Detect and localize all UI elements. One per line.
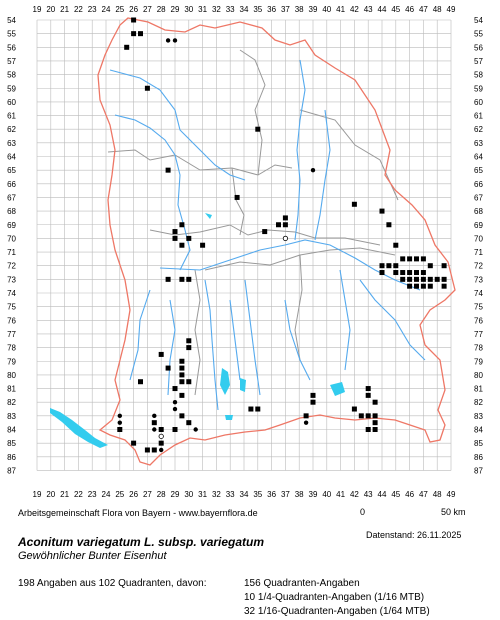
row-label: 66 <box>7 179 16 189</box>
scale-zero-label: 0 <box>360 507 366 517</box>
sub-quadrant-dot <box>118 414 122 418</box>
open-dot-marker <box>283 236 287 240</box>
row-label: 67 <box>474 193 483 203</box>
row-label: 85 <box>474 439 483 449</box>
row-label: 68 <box>7 207 16 217</box>
quadrant-marker <box>304 413 309 418</box>
open-dot-marker <box>159 434 163 438</box>
quadrant-marker <box>366 386 371 391</box>
quadrant-marker <box>414 256 419 261</box>
column-label: 23 <box>87 490 97 499</box>
quadrant-marker <box>400 270 405 275</box>
column-label: 44 <box>377 5 387 14</box>
column-label: 34 <box>239 5 249 14</box>
quadrant-marker <box>428 263 433 268</box>
column-label: 32 <box>211 490 221 499</box>
quadrant-marker <box>159 352 164 357</box>
column-label: 48 <box>432 5 442 14</box>
column-label: 49 <box>446 5 456 14</box>
row-label: 76 <box>474 316 483 326</box>
row-label: 80 <box>7 370 16 380</box>
row-label: 65 <box>7 166 16 176</box>
quadrant-marker <box>124 45 129 50</box>
column-label: 35 <box>253 490 263 499</box>
quadrant-marker <box>407 256 412 261</box>
quadrant-marker <box>255 407 260 412</box>
row-label: 86 <box>7 452 16 462</box>
column-label: 38 <box>294 490 304 499</box>
stat-sixteenth-quadrant: 32 1/16-Quadranten-Angaben (1/64 MTB) <box>244 606 430 617</box>
column-label: 43 <box>363 5 373 14</box>
column-label: 24 <box>101 490 111 499</box>
stats-summary: 198 Angaben aus 102 Quadranten, davon: <box>18 578 207 589</box>
quadrant-marker <box>179 222 184 227</box>
column-label: 46 <box>405 490 415 499</box>
row-label: 60 <box>474 97 483 107</box>
column-label: 20 <box>46 5 56 14</box>
quadrant-marker <box>373 427 378 432</box>
data-date: Datenstand: 26.11.2025 <box>366 530 462 540</box>
quadrant-marker <box>421 284 426 289</box>
row-label: 72 <box>7 261 16 271</box>
column-label: 27 <box>142 490 152 499</box>
row-label: 72 <box>474 261 483 271</box>
quadrant-marker <box>173 427 178 432</box>
column-label: 36 <box>267 490 277 499</box>
quadrant-marker <box>442 284 447 289</box>
sub-quadrant-dot <box>173 407 177 411</box>
column-label: 24 <box>101 5 111 14</box>
column-label: 42 <box>349 5 359 14</box>
row-label: 69 <box>7 220 16 230</box>
column-label: 33 <box>225 5 235 14</box>
quadrant-marker <box>248 407 253 412</box>
column-label: 29 <box>170 5 180 14</box>
row-label: 83 <box>7 411 16 421</box>
quadrant-marker <box>186 338 191 343</box>
quadrant-marker <box>186 277 191 282</box>
row-label: 66 <box>474 179 483 189</box>
row-label: 59 <box>474 84 483 94</box>
quadrant-marker <box>262 229 267 234</box>
quadrant-marker <box>414 270 419 275</box>
sub-quadrant-dot <box>118 420 122 424</box>
row-label: 55 <box>474 29 483 39</box>
column-label: 34 <box>239 490 249 499</box>
quadrant-marker <box>421 270 426 275</box>
quadrant-marker <box>117 427 122 432</box>
quadrant-marker <box>366 427 371 432</box>
quadrant-marker <box>380 270 385 275</box>
quadrant-marker <box>311 400 316 405</box>
quadrant-marker <box>380 209 385 214</box>
quadrant-marker <box>131 18 136 23</box>
quadrant-marker <box>442 263 447 268</box>
row-label: 70 <box>474 234 483 244</box>
quadrant-marker <box>311 393 316 398</box>
row-label: 65 <box>474 166 483 176</box>
column-label: 22 <box>73 490 83 499</box>
row-label: 70 <box>7 234 16 244</box>
column-label: 19 <box>32 5 42 14</box>
column-label: 28 <box>156 5 166 14</box>
column-label: 35 <box>253 5 263 14</box>
quadrant-marker <box>173 229 178 234</box>
species-name: Aconitum variegatum L. subsp. variegatum <box>18 535 265 549</box>
sub-quadrant-dot <box>138 380 142 384</box>
row-label: 84 <box>7 425 16 435</box>
quadrant-marker <box>179 413 184 418</box>
column-label: 36 <box>267 5 277 14</box>
column-label: 30 <box>184 490 194 499</box>
column-label: 26 <box>129 5 139 14</box>
row-label: 78 <box>474 343 483 353</box>
column-label: 37 <box>280 5 290 14</box>
row-label: 73 <box>474 275 483 285</box>
sub-quadrant-dot <box>311 168 315 172</box>
stat-quarter-quadrant: 10 1/4-Quadranten-Angaben (1/16 MTB) <box>244 592 425 603</box>
row-label: 83 <box>474 411 483 421</box>
sub-quadrant-dot <box>152 427 156 431</box>
quadrant-marker <box>407 284 412 289</box>
quadrant-marker <box>386 222 391 227</box>
quadrant-marker <box>145 86 150 91</box>
quadrant-marker <box>442 277 447 282</box>
row-label: 58 <box>7 70 16 80</box>
quadrant-marker <box>166 366 171 371</box>
quadrant-marker <box>152 420 157 425</box>
quadrant-marker <box>366 413 371 418</box>
row-label: 78 <box>7 343 16 353</box>
column-label: 20 <box>46 490 56 499</box>
column-label: 21 <box>60 5 70 14</box>
column-label: 45 <box>391 5 401 14</box>
stat-quadrant: 156 Quadranten-Angaben <box>244 578 360 589</box>
column-label: 38 <box>294 5 304 14</box>
sub-quadrant-dot <box>152 448 156 452</box>
column-label: 27 <box>142 5 152 14</box>
column-label: 47 <box>418 5 428 14</box>
row-label: 81 <box>7 384 16 394</box>
row-label: 54 <box>474 16 483 25</box>
quadrant-marker <box>186 236 191 241</box>
row-label: 84 <box>474 425 483 435</box>
quadrant-marker <box>366 393 371 398</box>
quadrant-marker <box>186 420 191 425</box>
quadrant-marker <box>131 441 136 446</box>
column-label: 21 <box>60 490 70 499</box>
quadrant-marker <box>407 270 412 275</box>
row-label: 58 <box>474 70 483 80</box>
column-label: 44 <box>377 490 387 499</box>
row-label: 77 <box>7 329 16 339</box>
row-label: 60 <box>7 97 16 107</box>
quadrant-marker <box>407 277 412 282</box>
row-label: 57 <box>7 56 16 66</box>
quadrant-marker <box>414 284 419 289</box>
row-label: 54 <box>7 16 16 25</box>
column-label: 22 <box>73 5 83 14</box>
sub-quadrant-dot <box>173 400 177 404</box>
quadrant-marker <box>255 127 260 132</box>
row-label: 79 <box>7 357 16 367</box>
sub-quadrant-dot <box>304 420 308 424</box>
column-label: 23 <box>87 5 97 14</box>
column-label: 39 <box>308 5 318 14</box>
quadrant-marker <box>131 31 136 36</box>
quadrant-marker <box>373 400 378 405</box>
quadrant-marker <box>386 263 391 268</box>
column-label: 49 <box>446 490 456 499</box>
sub-quadrant-dot <box>159 448 163 452</box>
row-label: 76 <box>7 316 16 326</box>
column-label: 48 <box>432 490 442 499</box>
quadrant-marker <box>200 243 205 248</box>
common-name: Gewöhnlicher Bunter Eisenhut <box>18 550 167 562</box>
column-label: 41 <box>336 490 346 499</box>
sub-quadrant-dot <box>166 38 170 42</box>
quadrant-marker <box>235 195 240 200</box>
row-label: 82 <box>474 398 483 408</box>
quadrant-marker <box>179 372 184 377</box>
quadrant-marker <box>145 447 150 452</box>
row-label: 69 <box>474 220 483 230</box>
row-label: 80 <box>474 370 483 380</box>
column-label: 32 <box>211 5 221 14</box>
row-label: 64 <box>7 152 16 162</box>
quadrant-marker <box>400 277 405 282</box>
column-label: 47 <box>418 490 428 499</box>
quadrant-marker <box>421 256 426 261</box>
quadrant-marker <box>373 413 378 418</box>
row-label: 64 <box>474 152 483 162</box>
row-label: 77 <box>474 329 483 339</box>
quadrant-marker <box>428 284 433 289</box>
quadrant-marker <box>186 379 191 384</box>
row-label: 71 <box>7 248 16 258</box>
quadrant-marker <box>393 270 398 275</box>
row-label: 79 <box>474 357 483 367</box>
row-label: 67 <box>7 193 16 203</box>
row-label: 74 <box>474 289 483 298</box>
column-label: 30 <box>184 5 194 14</box>
sub-quadrant-dot <box>180 380 184 384</box>
column-label: 45 <box>391 490 401 499</box>
column-label: 40 <box>322 490 332 499</box>
row-label: 59 <box>7 84 16 94</box>
row-label: 55 <box>7 29 16 39</box>
sub-quadrant-dot <box>194 427 198 431</box>
quadrant-marker <box>179 393 184 398</box>
quadrant-marker <box>380 263 385 268</box>
row-label: 56 <box>7 43 16 53</box>
quadrant-marker <box>179 277 184 282</box>
quadrant-marker <box>159 441 164 446</box>
column-label: 31 <box>198 5 208 14</box>
row-label: 62 <box>474 125 483 135</box>
quadrant-marker <box>186 345 191 350</box>
quadrant-marker <box>414 277 419 282</box>
quadrant-marker <box>166 277 171 282</box>
row-label: 87 <box>474 466 483 476</box>
row-label: 75 <box>474 302 483 312</box>
credit-text: Arbeitsgemeinschaft Flora von Bayern - www.bayernflora.de <box>18 508 258 518</box>
column-label: 31 <box>198 490 208 499</box>
row-label: 61 <box>474 111 483 121</box>
column-label: 43 <box>363 490 373 499</box>
quadrant-marker <box>373 420 378 425</box>
row-label: 57 <box>474 56 483 66</box>
column-label: 25 <box>115 490 125 499</box>
column-label: 42 <box>349 490 359 499</box>
quadrant-marker <box>179 359 184 364</box>
row-label: 81 <box>474 384 483 394</box>
row-label: 82 <box>7 398 16 408</box>
quadrant-marker <box>166 168 171 173</box>
quadrant-marker <box>400 256 405 261</box>
quadrant-marker <box>173 236 178 241</box>
quadrant-marker <box>159 427 164 432</box>
column-label: 37 <box>280 490 290 499</box>
quadrant-marker <box>352 407 357 412</box>
quadrant-marker <box>393 263 398 268</box>
column-label: 33 <box>225 490 235 499</box>
column-label: 19 <box>32 490 42 499</box>
row-label: 73 <box>7 275 16 285</box>
scale-50-label: 50 km <box>441 507 466 517</box>
row-label: 74 <box>7 289 16 298</box>
quadrant-marker <box>352 202 357 207</box>
quadrant-marker <box>421 277 426 282</box>
quadrant-marker <box>179 366 184 371</box>
column-label: 26 <box>129 490 139 499</box>
quadrant-marker <box>283 215 288 220</box>
row-label: 68 <box>474 207 483 217</box>
observation-markers <box>117 18 446 453</box>
row-label: 56 <box>474 43 483 53</box>
column-label: 41 <box>336 5 346 14</box>
column-label: 29 <box>170 490 180 499</box>
quadrant-marker <box>435 277 440 282</box>
rivers <box>110 60 425 410</box>
quadrant-marker <box>173 386 178 391</box>
sub-quadrant-dot <box>152 414 156 418</box>
row-label: 62 <box>7 125 16 135</box>
lakes <box>50 213 345 448</box>
row-label: 86 <box>474 452 483 462</box>
quadrant-marker <box>393 243 398 248</box>
row-label: 75 <box>7 302 16 312</box>
quadrant-marker <box>179 243 184 248</box>
row-label: 63 <box>474 138 483 148</box>
quadrant-marker <box>359 413 364 418</box>
quadrant-marker <box>428 277 433 282</box>
column-label: 28 <box>156 490 166 499</box>
sub-quadrant-dot <box>173 38 177 42</box>
row-label: 61 <box>7 111 16 121</box>
row-label: 87 <box>7 466 16 476</box>
column-label: 25 <box>115 5 125 14</box>
row-label: 71 <box>474 248 483 258</box>
row-label: 63 <box>7 138 16 148</box>
quadrant-marker <box>283 222 288 227</box>
quadrant-marker <box>138 31 143 36</box>
quadrant-marker <box>276 222 281 227</box>
column-label: 40 <box>322 5 332 14</box>
row-label: 85 <box>7 439 16 449</box>
column-label: 46 <box>405 5 415 14</box>
column-label: 39 <box>308 490 318 499</box>
